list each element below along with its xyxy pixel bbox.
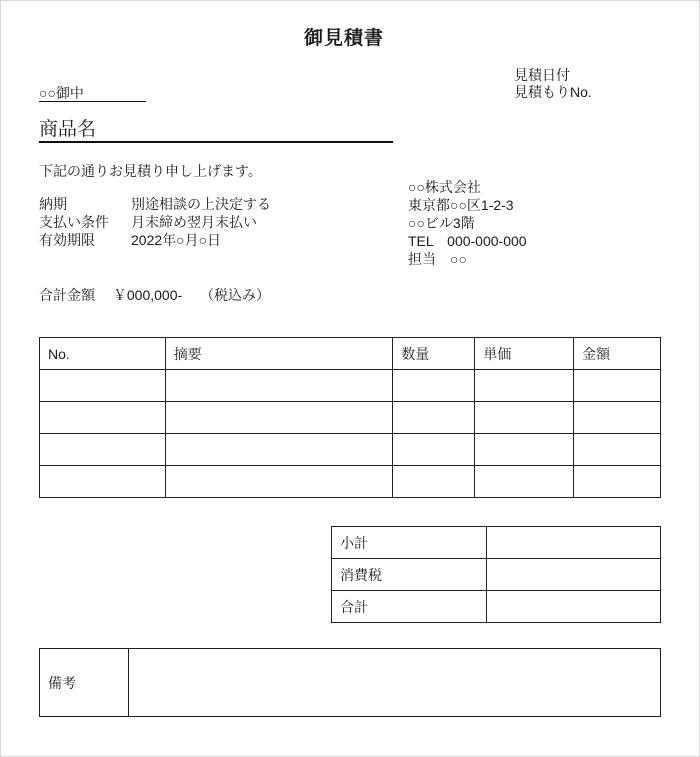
header-unit-price: 単価 [475,338,574,370]
cell-description[interactable] [165,402,393,434]
terms-block [39,195,271,249]
summary-row-total [332,591,661,623]
cell-description[interactable] [165,434,393,466]
remarks-value[interactable] [128,649,660,717]
table-row [40,466,661,498]
quote-date-label: 見積日付 [514,67,570,83]
remarks-table [39,648,661,717]
grand-total-label: 合計 [332,591,487,623]
table-row [40,434,661,466]
company-address: 東京都○○区1-2-3 [408,197,514,213]
term-row-validity [39,231,271,249]
term-key: 納期 [39,196,67,212]
subtotal-label: 小計 [332,527,487,559]
cell-unit-price[interactable] [475,402,574,434]
summary-row-tax [332,559,661,591]
header-amount: 金額 [574,338,661,370]
remarks-row [40,649,661,717]
product-name-field[interactable]: 商品名 [39,119,393,143]
company-building: ○○ビル3階 [408,215,475,231]
grand-total-value[interactable] [486,591,660,623]
header-quantity: 数量 [393,338,475,370]
cell-no[interactable] [40,402,166,434]
cell-description[interactable] [165,466,393,498]
cell-quantity[interactable] [393,402,475,434]
total-amount-line [39,285,284,305]
total-label: 合計金額 [39,287,95,303]
cell-no[interactable] [40,370,166,402]
quote-number-label: 見積もりNo. [514,84,592,100]
summary-table [331,526,661,623]
table-row [40,370,661,402]
cell-unit-price[interactable] [475,370,574,402]
company-name: ○○株式会社 [408,179,481,195]
quote-meta [514,67,592,101]
greeting-text: 下記の通りお見積り申し上げます。 [39,163,262,179]
page-title: 御見積書 [303,28,384,49]
header-no: No. [40,338,166,370]
company-contact: 担当 ○○ [408,251,467,267]
table-row [40,402,661,434]
cell-no[interactable] [40,434,166,466]
term-row-delivery [39,195,271,213]
cell-amount[interactable] [574,370,661,402]
cell-unit-price[interactable] [475,434,574,466]
term-value: 2022年○月○日 [131,232,222,248]
cell-quantity[interactable] [393,434,475,466]
cell-unit-price[interactable] [475,466,574,498]
items-table [39,337,661,498]
tax-label: 消費税 [332,559,487,591]
recipient-field[interactable]: ○○御中 [39,85,146,102]
term-value: 月末締め翌月末払い [131,214,257,230]
cell-amount[interactable] [574,434,661,466]
cell-no[interactable] [40,466,166,498]
company-info [408,178,527,268]
term-key: 支払い条件 [39,214,109,230]
header-description: 摘要 [165,338,393,370]
term-value: 別途相談の上決定する [131,196,271,212]
company-tel: TEL 000-000-000 [408,233,527,249]
subtotal-value[interactable] [486,527,660,559]
cell-quantity[interactable] [393,370,475,402]
table-header-row [40,338,661,370]
tax-note: （税込み） [200,287,271,303]
term-row-payment [39,213,271,231]
term-key: 有効期限 [39,232,95,248]
cell-quantity[interactable] [393,466,475,498]
total-amount: ￥000,000- [112,287,183,303]
cell-amount[interactable] [574,402,661,434]
summary-row-subtotal [332,527,661,559]
remarks-label: 備考 [40,649,129,717]
cell-description[interactable] [165,370,393,402]
cell-amount[interactable] [574,466,661,498]
tax-value[interactable] [486,559,660,591]
